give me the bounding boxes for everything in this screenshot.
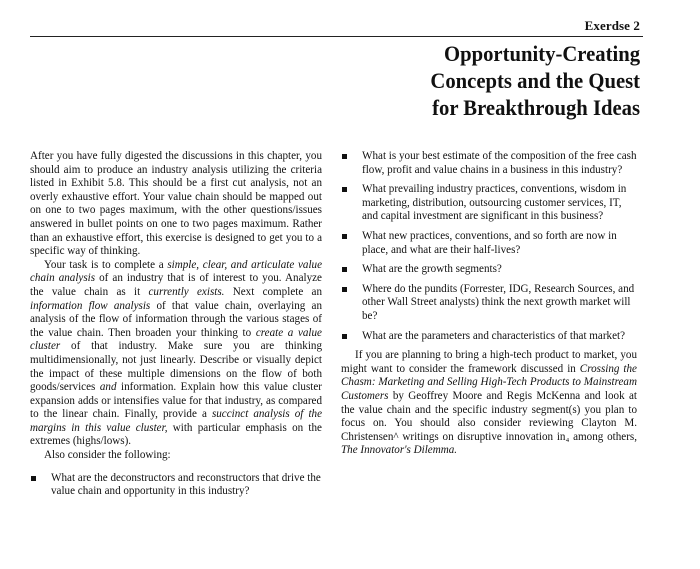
list-item: Where do the pundits (Forrester, IDG, Research Sources, and other Wall Street analysts) think the next growth market will be?: [341, 283, 637, 324]
header-rule: [30, 36, 643, 37]
bullet-square-icon: [342, 334, 347, 339]
bullet-square-icon: [342, 154, 347, 159]
bullet-square-icon: [342, 187, 347, 192]
list-item: What is your best estimate of the composition of the free cash flow, profit and value chains in a business in this industry?: [341, 150, 637, 177]
closing-paragraph: If you are planning to bring a high-tech product to market, you might want to consider the framework discussed in Crossing the Chasm: Marketing and Selling High-Tech Products to Mainstream Customers by Geoffrey Moore and Regis McKenna and look at the value chain and the specific industry segment(s) you plan to focus on. You should also consider reviewing Clayton M. Christensen^ writings on disruptive innovation in₄ among others, The Innovator's Dilemma.: [341, 349, 637, 457]
list-item: What are the growth segments?: [341, 263, 637, 277]
page-title: [430, 40, 640, 121]
exercise-label: Exerdse 2: [584, 18, 640, 33]
title-line-2: Concepts and the Quest: [430, 68, 640, 93]
list-item: What are the deconstructors and reconstructors that drive the value chain and opportunity in this industry?: [30, 472, 322, 499]
title-line-3: for Breakthrough Ideas: [432, 95, 640, 120]
title-line-1: Opportunity-Creating: [443, 41, 640, 66]
right-column: [341, 150, 637, 458]
bullet-square-icon: [342, 234, 347, 239]
list-item: What prevailing industry practices, conventions, wisdom in marketing, distribution, outsourcing customer services, IT, and capital investment are significant in this business?: [341, 183, 637, 224]
intro-paragraph: After you have fully digested the discussions in this chapter, you should aim to produce an industry analysis utilizing the criteria listed in Exhibit 5.8. This should be a first cut analysis, not an overly exhaustive effort. Your value chain should be mapped out on one to two pages maximum, with the other questions/issues answered in bullet points on one to two pages maximum. Rather than an exhaustive effort, this exercise is designed to get you to a specific way of thinking.: [30, 150, 322, 258]
bullet-square-icon: [342, 287, 347, 292]
consider-paragraph: Also consider the following:: [44, 449, 171, 462]
list-item: What new practices, conventions, and so forth are now in place, and what are their half-lives?: [341, 230, 637, 257]
left-column: [30, 150, 322, 499]
bullet-square-icon: [31, 476, 36, 481]
list-item: What are the parameters and characteristics of that market?: [341, 330, 637, 344]
bullet-square-icon: [342, 267, 347, 272]
task-paragraph: Your task is to complete a simple, clear, and articulate value chain analysis of an industry that is of interest to you. Analyze the value chain as it currently exists. Next complete an information flow analysis of that value chain, overlaying an analysis of the flow of information through the various stages of the value chain. Then broaden your thinking to create a value cluster of that industry. Make sure you are thinking multidimensionally, not just linearly. Describe or visually depict the impact of these multiple dimensions on the flow of both goods/services and information. Explain how this value cluster expansion adds or intensifies value for that industry, as compared to the linear chain. Finally, provide a succinct analysis of the margins in this value cluster, with particular emphasis on the extremes (highs/lows).: [30, 258, 323, 448]
